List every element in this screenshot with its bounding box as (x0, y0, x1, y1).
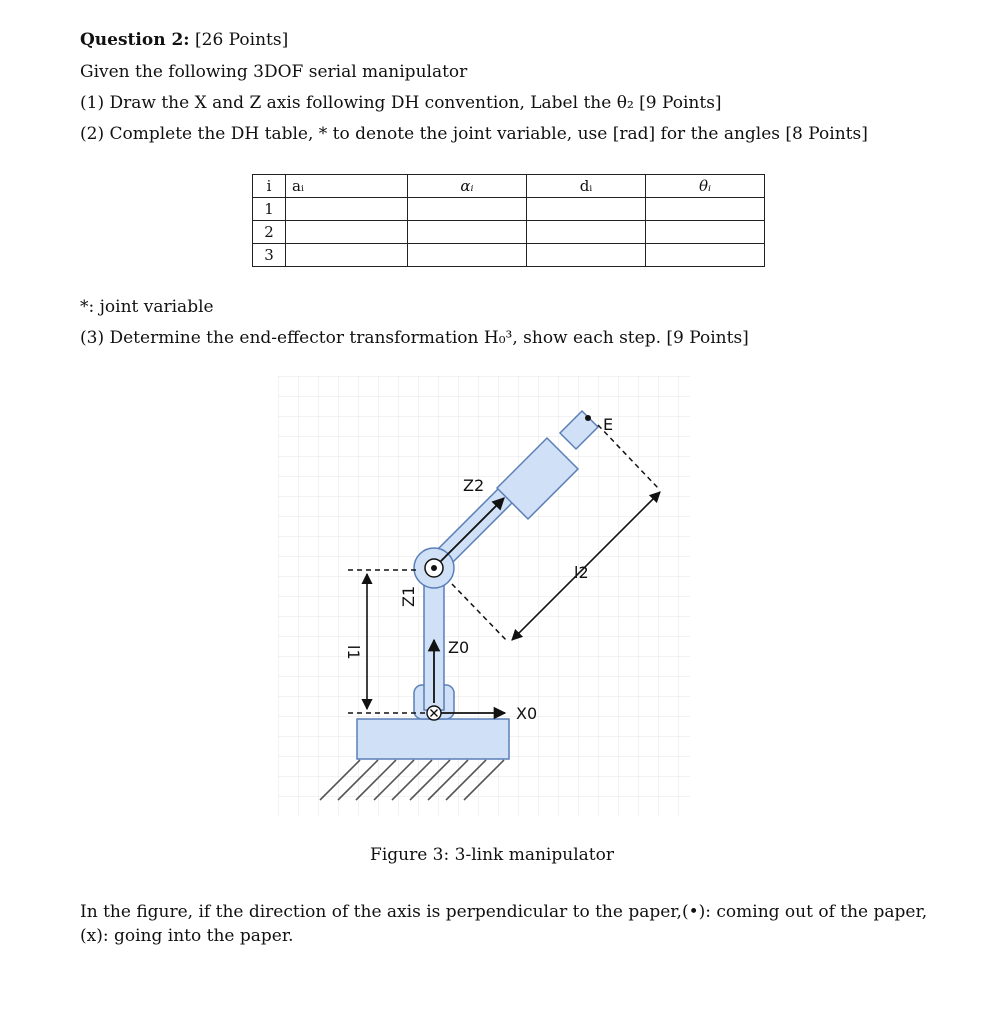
label-x0: X0 (516, 704, 538, 723)
cell-theta[interactable] (646, 221, 765, 244)
cell-d[interactable] (527, 221, 646, 244)
label-z1: Z1 (399, 585, 418, 607)
cell-theta[interactable] (646, 198, 765, 221)
figure-caption: Figure 3: 3-link manipulator (370, 845, 614, 865)
header-alpha (408, 175, 527, 198)
cell-theta[interactable] (646, 244, 765, 267)
header-d: dᵢ (527, 175, 646, 198)
part-3: (3) Determine the end-effector transformation H₀³, show each step. [9 Points] (80, 328, 749, 348)
cell-a[interactable] (286, 244, 408, 267)
label-l1: l1 (344, 645, 363, 660)
label-z2: Z2 (463, 476, 485, 495)
row-index: 1 (253, 198, 286, 221)
header-a: aᵢ (286, 175, 408, 198)
manipulator-figure (278, 376, 690, 816)
label-e: E (603, 415, 614, 434)
table-row (253, 221, 765, 244)
cell-a[interactable] (286, 198, 408, 221)
label-z0: Z0 (448, 638, 470, 657)
cell-d[interactable] (527, 244, 646, 267)
base-block (357, 719, 509, 759)
cell-a[interactable] (286, 221, 408, 244)
label-l2: l2 (574, 563, 589, 582)
question-title (80, 30, 288, 50)
part-2: (2) Complete the DH table, * to denote the joint variable, use [rad] for the angles [8 Points] (80, 124, 868, 144)
question-intro: Given the following 3DOF serial manipulator (80, 62, 468, 82)
axis-note: In the figure, if the direction of the axis is perpendicular to the paper,(•): coming out of the paper, (x): going into the paper. (80, 902, 928, 946)
question-points: [26 Points] (195, 30, 289, 50)
joint-1-dot-icon (431, 565, 437, 571)
cell-d[interactable] (527, 198, 646, 221)
footnote: *: joint variable (80, 297, 214, 317)
header-i: i (253, 175, 286, 198)
row-index: 3 (253, 244, 286, 267)
table-row (253, 244, 765, 267)
dh-table (252, 174, 765, 267)
question-heading: Question 2: (80, 30, 190, 50)
cell-alpha[interactable] (408, 221, 527, 244)
part-1: (1) Draw the X and Z axis following DH convention, Label the θ₂ [9 Points] (80, 93, 722, 113)
end-effector-point (585, 415, 591, 421)
table-row (253, 198, 765, 221)
row-index: 2 (253, 221, 286, 244)
header-theta (646, 175, 765, 198)
header-alpha-text: αᵢ (460, 177, 474, 195)
dh-table-header-row (253, 175, 765, 198)
cell-alpha[interactable] (408, 198, 527, 221)
cell-alpha[interactable] (408, 244, 527, 267)
header-theta-text: θᵢ (698, 177, 712, 195)
